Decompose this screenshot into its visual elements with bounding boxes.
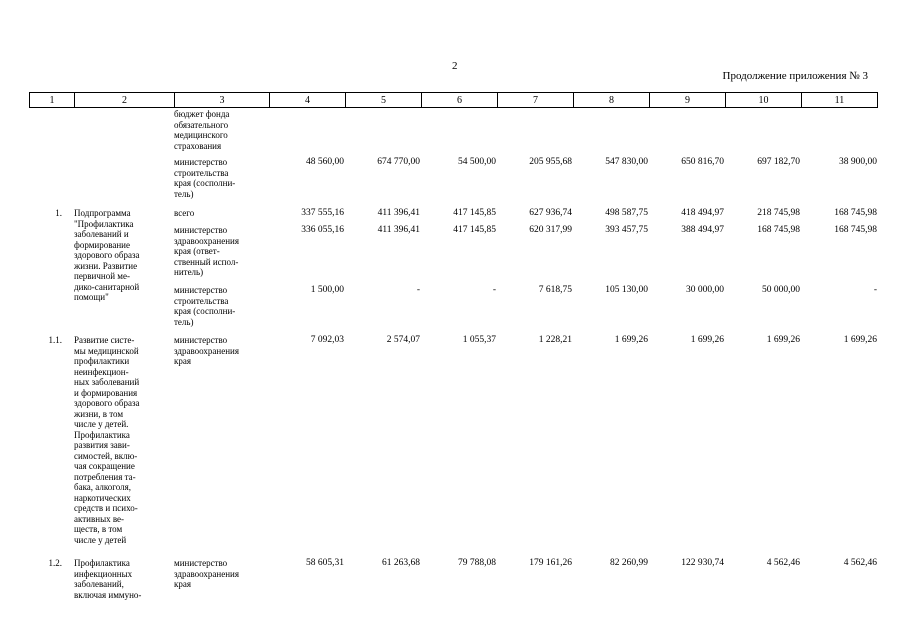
funding-value: 30 000,00 [686,285,724,295]
row-number: 1.2. [48,558,62,568]
funding-value: 179 161,26 [529,558,572,568]
funding-value: 61 263,68 [382,558,420,568]
funding-value: 547 830,00 [605,157,648,167]
funding-value: 388 494,97 [681,225,724,235]
funding-value: 105 130,00 [605,285,648,295]
funding-value: 79 788,08 [458,558,496,568]
responsible-executor: министерство строительства края (сосполни- тель) [174,157,236,199]
funding-value: 627 936,74 [529,208,572,218]
funding-value: 58 605,31 [306,558,344,568]
funding-value: 418 494,97 [681,208,724,218]
column-header-row [29,92,878,108]
row-number: 1.1. [48,335,62,345]
funding-value: 1 699,26 [690,335,724,345]
column-header: 4 [270,93,346,108]
funding-value: 168 745,98 [834,225,877,235]
funding-value: 674 770,00 [377,157,420,167]
funding-value: 7 618,75 [538,285,572,295]
funding-value: 1 228,21 [538,335,572,345]
funding-value: - [416,285,420,295]
funding-value: 393 457,75 [605,225,648,235]
funding-value: 205 955,68 [529,157,572,167]
funding-value: 4 562,46 [766,558,800,568]
column-header: 2 [75,93,175,108]
funding-value: 1 055,37 [462,335,496,345]
row-number: 1. [55,208,62,218]
responsible-executor: бюджет фонда обязательного медицинского страхования [174,109,230,151]
funding-value: 411 396,41 [377,208,420,218]
responsible-executor: министерство здравоохранения края (ответ- ственный испол- нитель) [174,225,240,277]
funding-value: 1 699,26 [614,335,648,345]
funding-value: 2 574,07 [386,335,420,345]
column-header: 1 [30,93,75,108]
table-row [29,109,877,155]
program-name: Подпрограмма "Профилактика заболеваний и формирование здорового образа жизни. Развитие первичной ме- дико-санитарной помощи" [74,208,140,302]
funding-value: 4 562,46 [843,558,877,568]
responsible-executor: министерство строительства края (сосполни- тель) [174,285,236,327]
funding-value: 218 745,98 [757,208,800,218]
funding-value: 82 260,99 [610,558,648,568]
table-row [29,335,877,555]
funding-value: 498 587,75 [605,208,648,218]
funding-value: - [492,285,496,295]
page-number: 2 [452,60,458,72]
column-header: 8 [574,93,650,108]
table-row [29,225,877,283]
table-row [29,558,877,618]
column-header: 6 [422,93,498,108]
column-header: 3 [175,93,270,108]
funding-value: 1 500,00 [310,285,344,295]
funding-value: 1 699,26 [766,335,800,345]
column-header: 7 [498,93,574,108]
continuation-label: Продолжение приложения № 3 [722,70,868,82]
funding-value: 697 182,70 [757,157,800,167]
funding-value: 417 145,85 [453,208,496,218]
funding-value: 336 055,16 [301,225,344,235]
funding-value: 337 555,16 [301,208,344,218]
funding-value: 620 317,99 [529,225,572,235]
column-header: 11 [802,93,878,108]
program-name: Развитие систе- мы медицинской профилактики неинфекцион- ных заболеваний и формирования здорового образа жизни, в том числе у детей. Профилактика развития зави- симостей, вклю- чая сокращение потребления та- бака, алкоголя, наркотических средств и психо- активных ве- ществ, в том числе у детей [74,335,140,545]
funding-value: 168 745,98 [834,208,877,218]
column-header: 10 [726,93,802,108]
funding-value: 48 560,00 [306,157,344,167]
responsible-executor: министерство здравоохранения края [174,558,240,589]
funding-value: 7 092,03 [310,335,344,345]
funding-value: 38 900,00 [839,157,877,167]
funding-value: 54 500,00 [458,157,496,167]
column-header: 5 [346,93,422,108]
funding-value: 122 930,74 [681,558,724,568]
funding-value: 1 699,26 [843,335,877,345]
funding-value: 411 396,41 [377,225,420,235]
funding-value: 417 145,85 [453,225,496,235]
funding-value: 650 816,70 [681,157,724,167]
table-row [29,285,877,331]
funding-value: 168 745,98 [757,225,800,235]
table-row [29,157,877,203]
funding-value: 50 000,00 [762,285,800,295]
column-header: 9 [650,93,726,108]
responsible-executor: всего [174,208,195,218]
responsible-executor: министерство здравоохранения края [174,335,240,366]
funding-value: - [873,285,877,295]
program-name: Профилактика инфекционных заболеваний, включая иммуно- [74,558,142,600]
